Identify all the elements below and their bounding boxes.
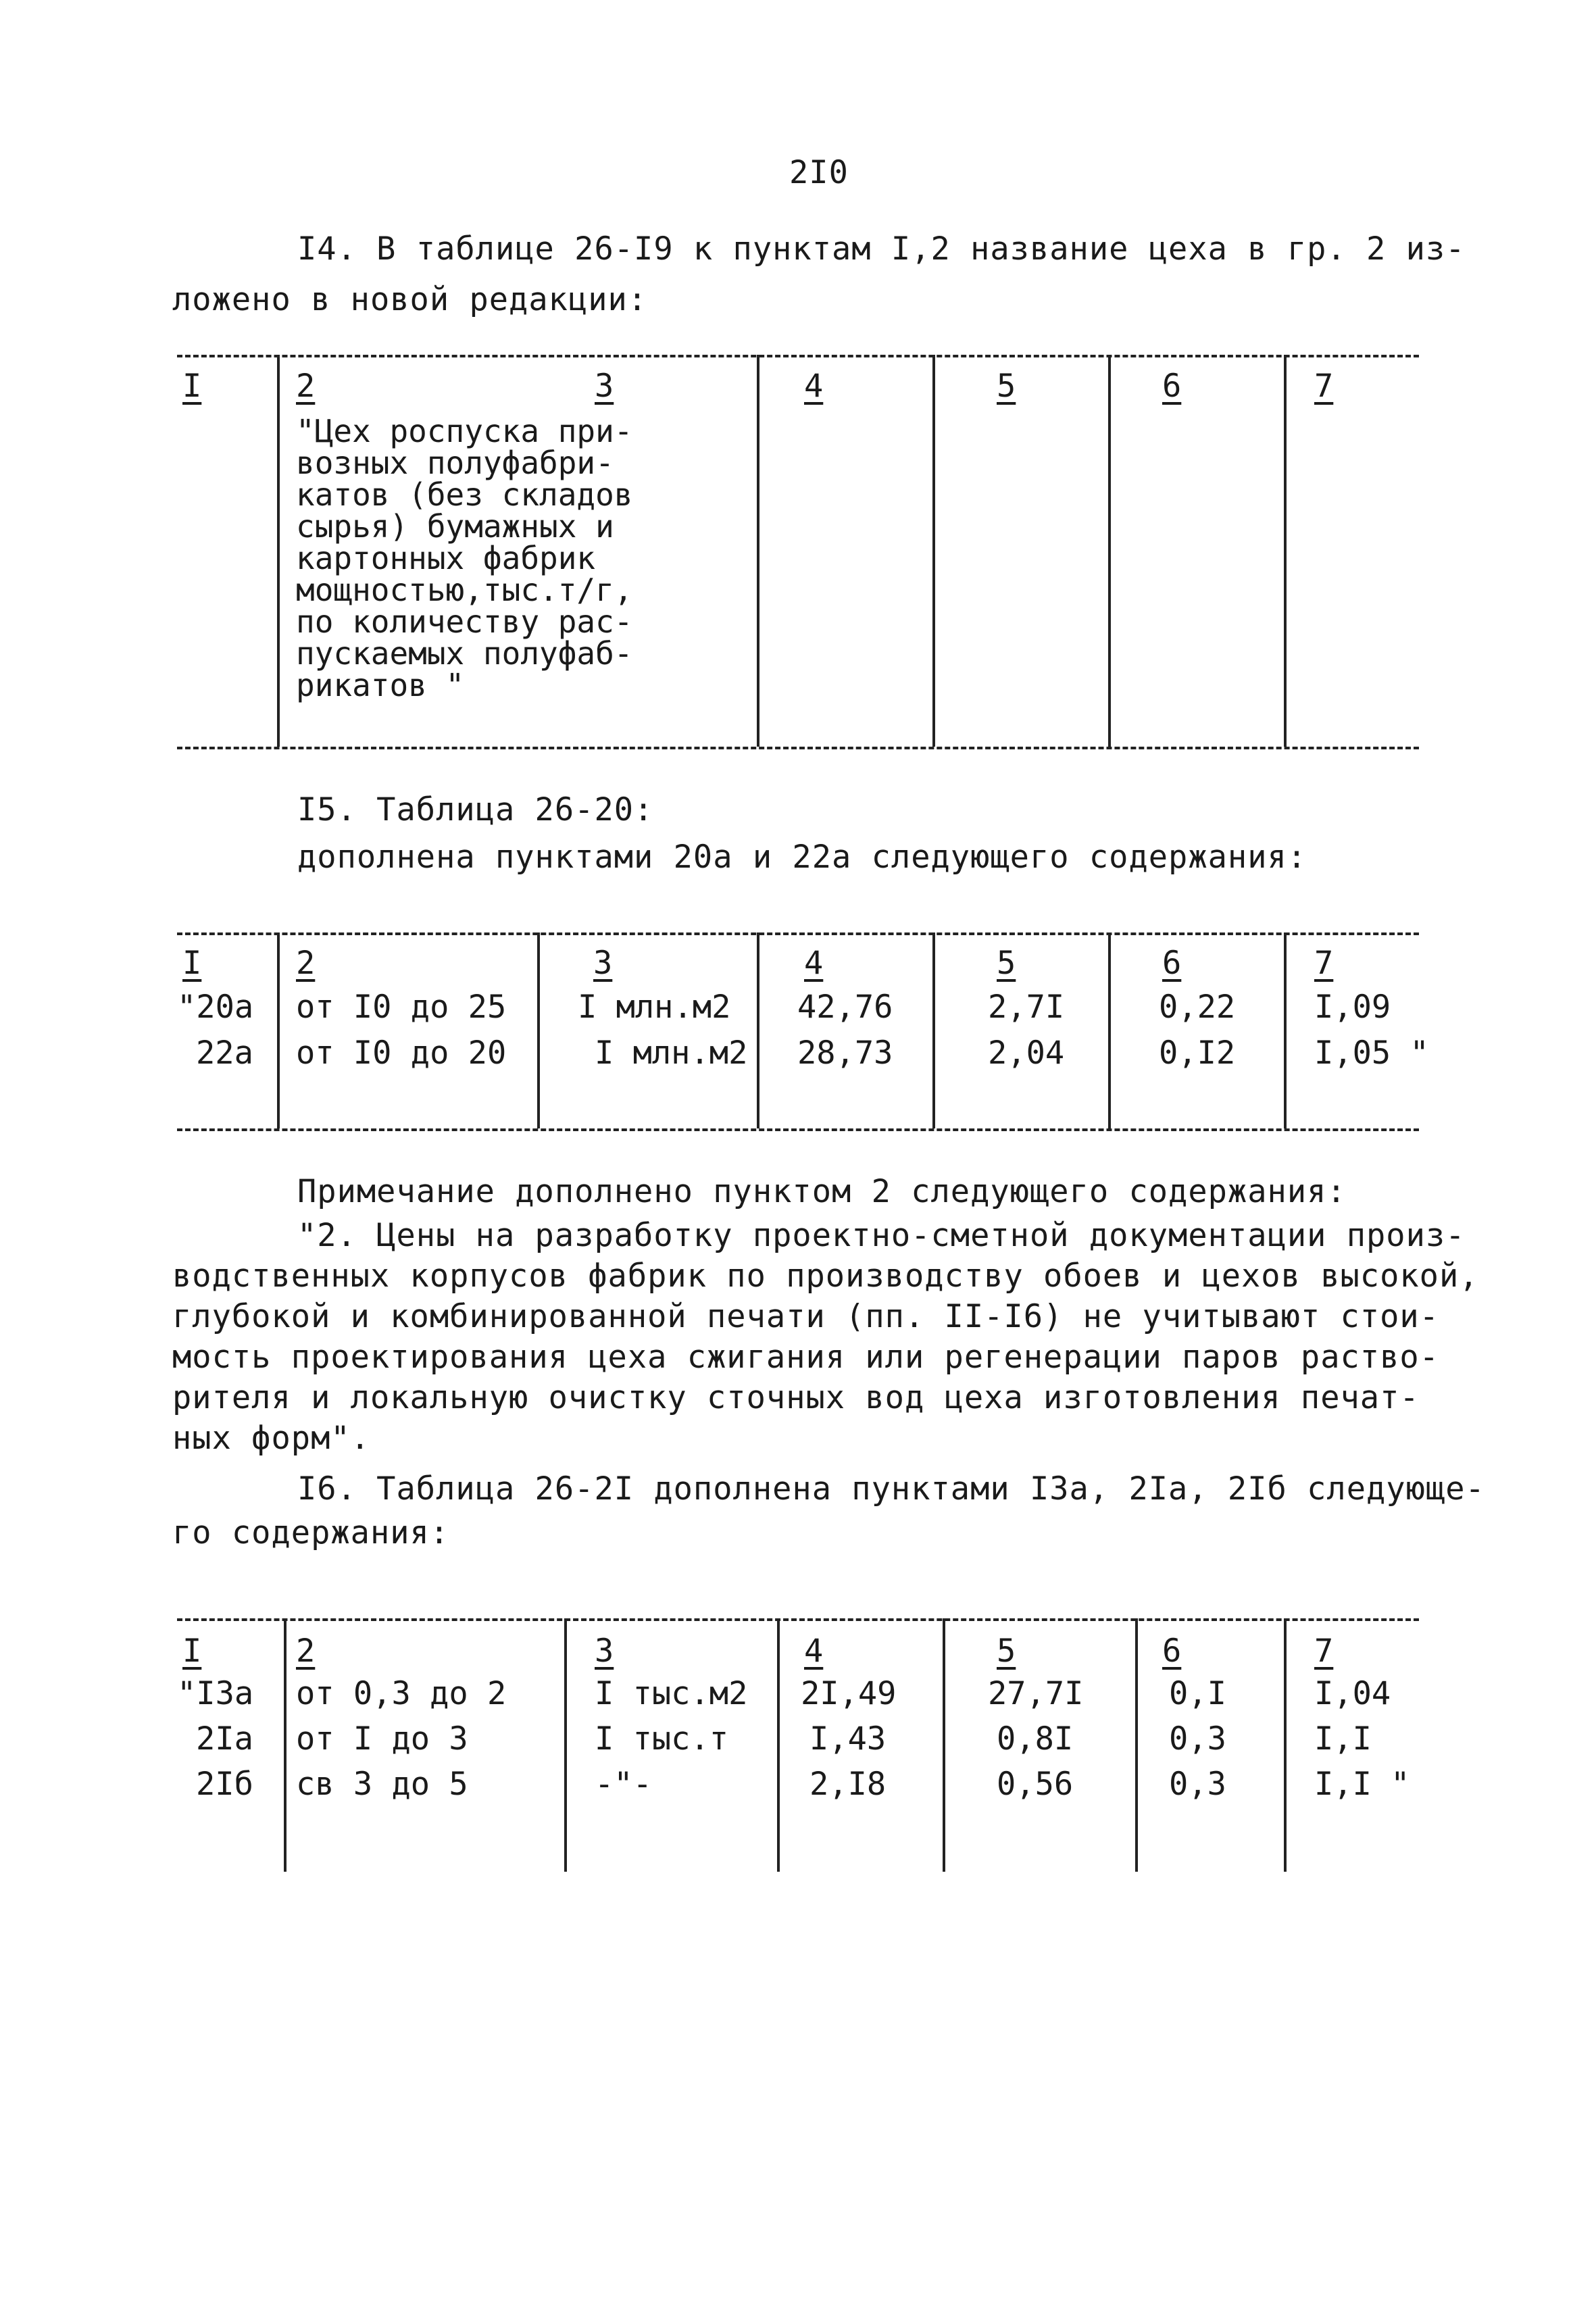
note-line7: ных форм". — [172, 1420, 370, 1457]
col-header-7: 7 — [1314, 1633, 1334, 1670]
col-header-1: I — [182, 945, 202, 982]
col-header-3: 3 — [593, 945, 613, 982]
section15-title: I5. Таблица 26-20: — [297, 791, 654, 828]
col-header-4: 4 — [804, 1633, 824, 1670]
col-header-6: 6 — [1162, 1633, 1182, 1670]
col-header-4: 4 — [804, 945, 824, 982]
note-line5: мость проектирования цеха сжигания или регенерации паров раство- — [172, 1339, 1439, 1376]
section15-subtitle: дополнена пунктами 20а и 22а следующего содержания: — [297, 839, 1307, 876]
col-header-7: 7 — [1314, 368, 1334, 405]
col-header-2: 2 — [296, 1633, 316, 1670]
note-line4: глубокой и комбинированной печати (пп. II-I6) не учитывают стои- — [172, 1298, 1439, 1335]
col-header-1: I — [182, 368, 202, 405]
col-header-3: 3 — [595, 368, 614, 405]
col-header-7: 7 — [1314, 945, 1334, 982]
section16-line2: го содержания: — [172, 1514, 450, 1551]
col-header-6: 6 — [1162, 945, 1182, 982]
note-line2: "2. Цены на разработку проектно-сметной документации произ- — [297, 1217, 1466, 1254]
col-header-4: 4 — [804, 368, 824, 405]
col-header-5: 5 — [997, 945, 1016, 982]
col-header-6: 6 — [1162, 368, 1182, 405]
section14-line2: ложено в новой редакции: — [172, 281, 648, 318]
col-header-2: 2 — [296, 945, 316, 982]
workshop-name-cell: "Цех роспуска при- возных полуфабри- катов (без складов сырья) бумажных и картонных фабрик мощностью,тыс.т/г, по количеству рас- пускаемых полуфаб- рикатов " — [296, 413, 633, 703]
section14-line1: I4. В таблице 26-I9 к пунктам I,2 название цеха в гр. 2 из- — [297, 230, 1466, 268]
col-header-1: I — [182, 1633, 202, 1670]
note-line1: Примечание дополнено пунктом 2 следующего содержания: — [297, 1173, 1347, 1210]
col-header-5: 5 — [997, 1633, 1016, 1670]
col-header-2: 2 — [296, 368, 316, 405]
note-line6: рителя и локальную очистку сточных вод цеха изготовления печат- — [172, 1379, 1420, 1416]
note-line3: водственных корпусов фабрик по производству обоев и цехов высокой, — [172, 1258, 1479, 1295]
col-header-5: 5 — [997, 368, 1016, 405]
section16-line1: I6. Таблица 26-2I дополнена пунктами I3а, 2Iа, 2Iб следующе- — [297, 1470, 1485, 1508]
col-header-3: 3 — [595, 1633, 614, 1670]
page-number: 2I0 — [789, 154, 849, 191]
